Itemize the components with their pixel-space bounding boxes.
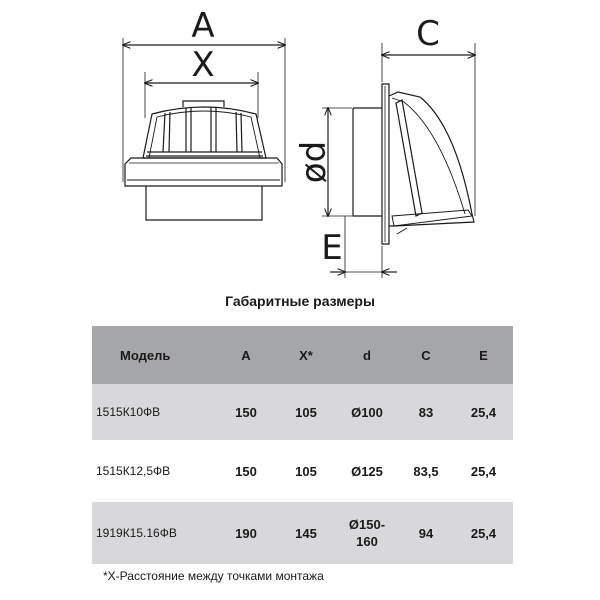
header-a: A (216, 326, 276, 384)
footnote: *Х-Расстояние между точками монтажа (103, 569, 324, 583)
cell-a: 190 (216, 502, 276, 564)
side-view (322, 43, 475, 278)
label-a: A (191, 6, 215, 46)
table-row (92, 502, 513, 564)
cell-d: Ø100 (336, 384, 398, 440)
cell-d: Ø150- 160 (336, 502, 398, 564)
label-d: ød (294, 140, 334, 184)
table-row (92, 440, 513, 502)
cell-model: 1919К15.16ФВ (92, 502, 216, 564)
cell-d: Ø125 (351, 463, 383, 479)
cell-x: 105 (295, 463, 317, 479)
cell-model: 1515К10ФВ (92, 384, 216, 440)
cell-model: 1515К12,5ФВ (96, 464, 171, 478)
header-model: Модель (92, 326, 216, 384)
cell-a: 150 (235, 463, 257, 479)
cell-e: 25,4 (454, 502, 513, 564)
cell-c: 94 (398, 502, 454, 564)
table-title: Габаритные размеры (225, 293, 375, 309)
table-row (92, 384, 513, 440)
label-c: C (416, 14, 440, 54)
cell-x: 145 (276, 502, 336, 564)
dimension-drawing (0, 0, 600, 290)
cell-c: 83 (398, 384, 454, 440)
cell-c: 83,5 (413, 463, 439, 479)
label-e: E (321, 228, 343, 268)
header-d: d (336, 326, 398, 384)
cell-e: 25,4 (470, 463, 497, 479)
cell-x: 105 (276, 384, 336, 440)
cell-a: 150 (216, 384, 276, 440)
dimensions-table (92, 326, 513, 564)
table-header-row (92, 326, 513, 384)
header-x: X* (276, 326, 336, 384)
header-e: E (454, 326, 513, 384)
label-x: X (191, 45, 215, 85)
header-c: C (398, 326, 454, 384)
cell-e: 25,4 (454, 384, 513, 440)
